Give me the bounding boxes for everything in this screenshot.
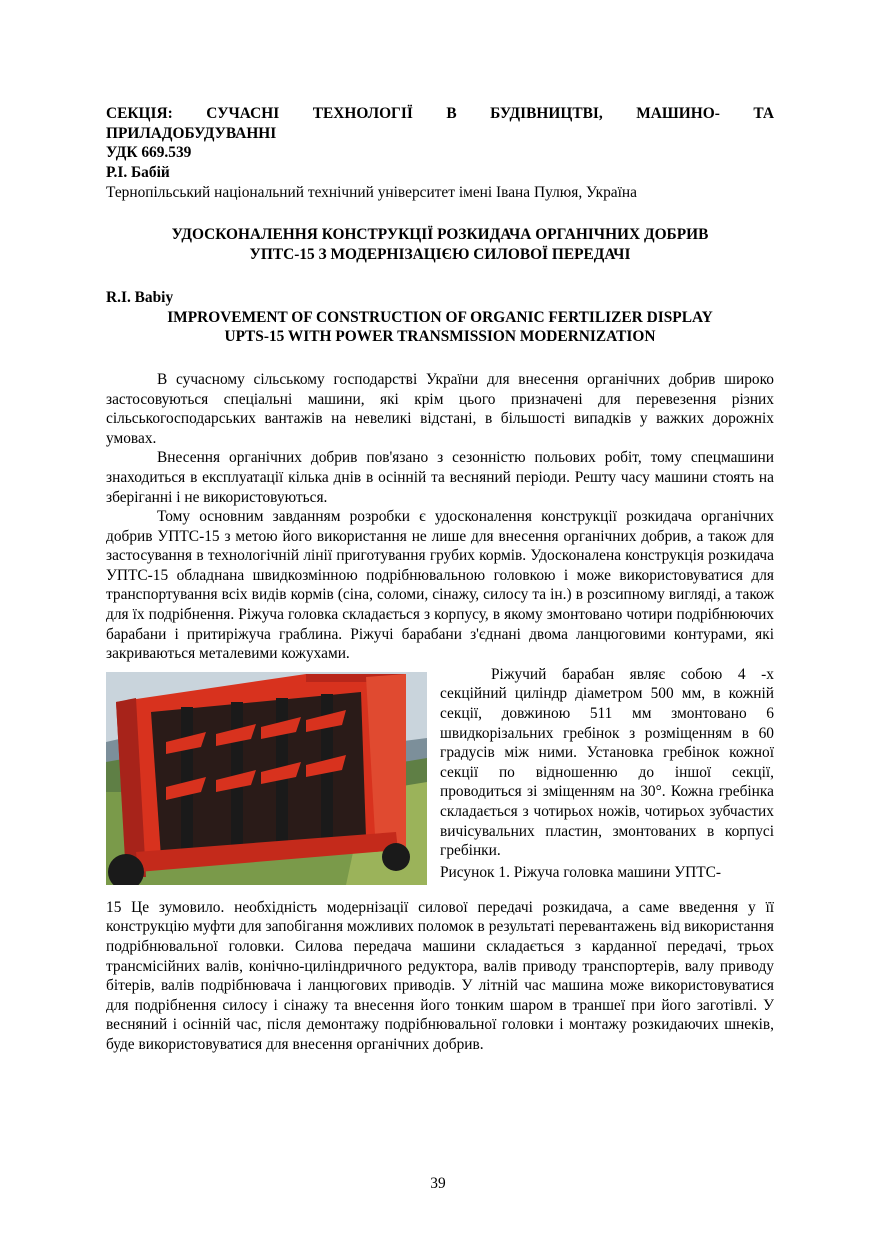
- author-en: R.I. Babiy: [106, 289, 174, 307]
- title-ua-line2: УПТС-15 З МОДЕРНІЗАЦІЄЮ СИЛОВОЇ ПЕРЕДАЧІ: [249, 245, 631, 263]
- section-heading-line2: ПРИЛАДОБУДУВАННІ: [106, 124, 277, 142]
- figure-side-text: [440, 665, 774, 883]
- page-number: 39: [430, 1175, 446, 1192]
- title-en: [106, 308, 774, 347]
- title-ua: [106, 225, 774, 264]
- affiliation: Тернопільський національний технічний університет імені Івана Пулюя, Україна: [106, 184, 637, 202]
- article-body: [106, 370, 774, 1055]
- udk-code: УДК 669.539: [106, 144, 192, 162]
- paragraph: Тому основним завданням розробки є удосконалення конструкції розкидача органічних добрив УПТС-15 з метою його використання не лише для внесення органічних добрив, а також для застосування в технологічній лінії приготування грубих кормів. Удосконалена конструкція розкидача УПТС-15 обладнана швидкозмінною подрібнювальною головкою і може використовуватися для транспортування всіх видів кормів (сіна, соломи, сінажу, силосу та ін.) в розсипному вигляді, а також для їх подрібнення. Ріжуча головка складається з корпусу, в якому змонтовано чотири подрібнюючих барабани і притиріжуча граблина. Ріжучі барабани з'єднані двома ланцюговими контурами, які закриваються металевими кожухами.: [106, 508, 774, 663]
- title-en-line2: UPTS-15 WITH POWER TRANSMISSION MODERNIZATION: [224, 328, 656, 346]
- author-ua: Р.І. Бабій: [106, 163, 170, 181]
- paragraph: В сучасному сільському господарстві України для внесення органічних добрив широко застосовуються спеціальні машини, які крім цього призначені для перевезення різних сільськогосподарських вантажів на невеликі відстані, в більшості випадків у важких дорожніх умовах.: [106, 370, 774, 447]
- title-ua-line1: УДОСКОНАЛЕННЯ КОНСТРУКЦІЇ РОЗКИДАЧА ОРГАНІЧНИХ ДОБРИВ: [171, 225, 709, 243]
- figure-caption: Рисунок 1. Ріжуча головка машини УПТС-: [440, 863, 722, 881]
- section-heading-line1: СЕКЦІЯ: СУЧАСНІ ТЕХНОЛОГІЇ В БУДІВНИЦТВІ, МАШИНО- ТА: [106, 105, 774, 122]
- cutting-head-photo: [106, 672, 427, 885]
- figure-photo: [106, 672, 427, 885]
- figure-block: [106, 666, 774, 901]
- page-content: [106, 104, 774, 1055]
- title-en-line1: IMPROVEMENT OF CONSTRUCTION OF ORGANIC FERTILIZER DISPLAY: [167, 308, 713, 326]
- paragraph: Внесення органічних добрив пов'язано з сезонністю польових робіт, тому спецмашини знаходиться в експлуатації кілька днів в осінній та весняний періоди. Решту часу машини стоять на зберіганні і не використовуються.: [106, 449, 774, 506]
- side-paragraph: Ріжучий барабан являє собою 4 -х секційний циліндр діаметром 500 мм, в кожній секції, довжиною 511 мм змонтовано 6 швидкорізальних гребінок з розміщенням в 60 градусів між ними. Установка гребінок кожної секції по відношенню до іншої секції, проводиться зі зміщенням на 30°. Кожна гребінка складається з чотирьох ножів, чотирьох зубчастих вичісувальних пластин, змонтованих в корпусі гребінки.: [440, 665, 774, 860]
- closing-paragraph: 15 Це зумовило. необхідність модернізації силової передачі розкидача, а саме введення у її конструкцію муфти для запобігання можливих поломок в результаті перевантажень від використання подрібнювальної головки. Силова передача машини складається з карданної передачі, трьох трансмісійних валів, конічно-циліндричного редуктора, валів приводу транспортерів, валу приводу бітерів, валів подрібнювача і ланцюгових приводів. У літній час машина може використовуватися для подрібнення силосу і сінажу та внесення його тонким шаром в траншеї при його заготівлі. У весняний і осінній час, після демонтажу подрібнювальної головки і монтажу розкидаючих шнеків, буде використовуватися для внесення органічних добрив.: [106, 898, 774, 1053]
